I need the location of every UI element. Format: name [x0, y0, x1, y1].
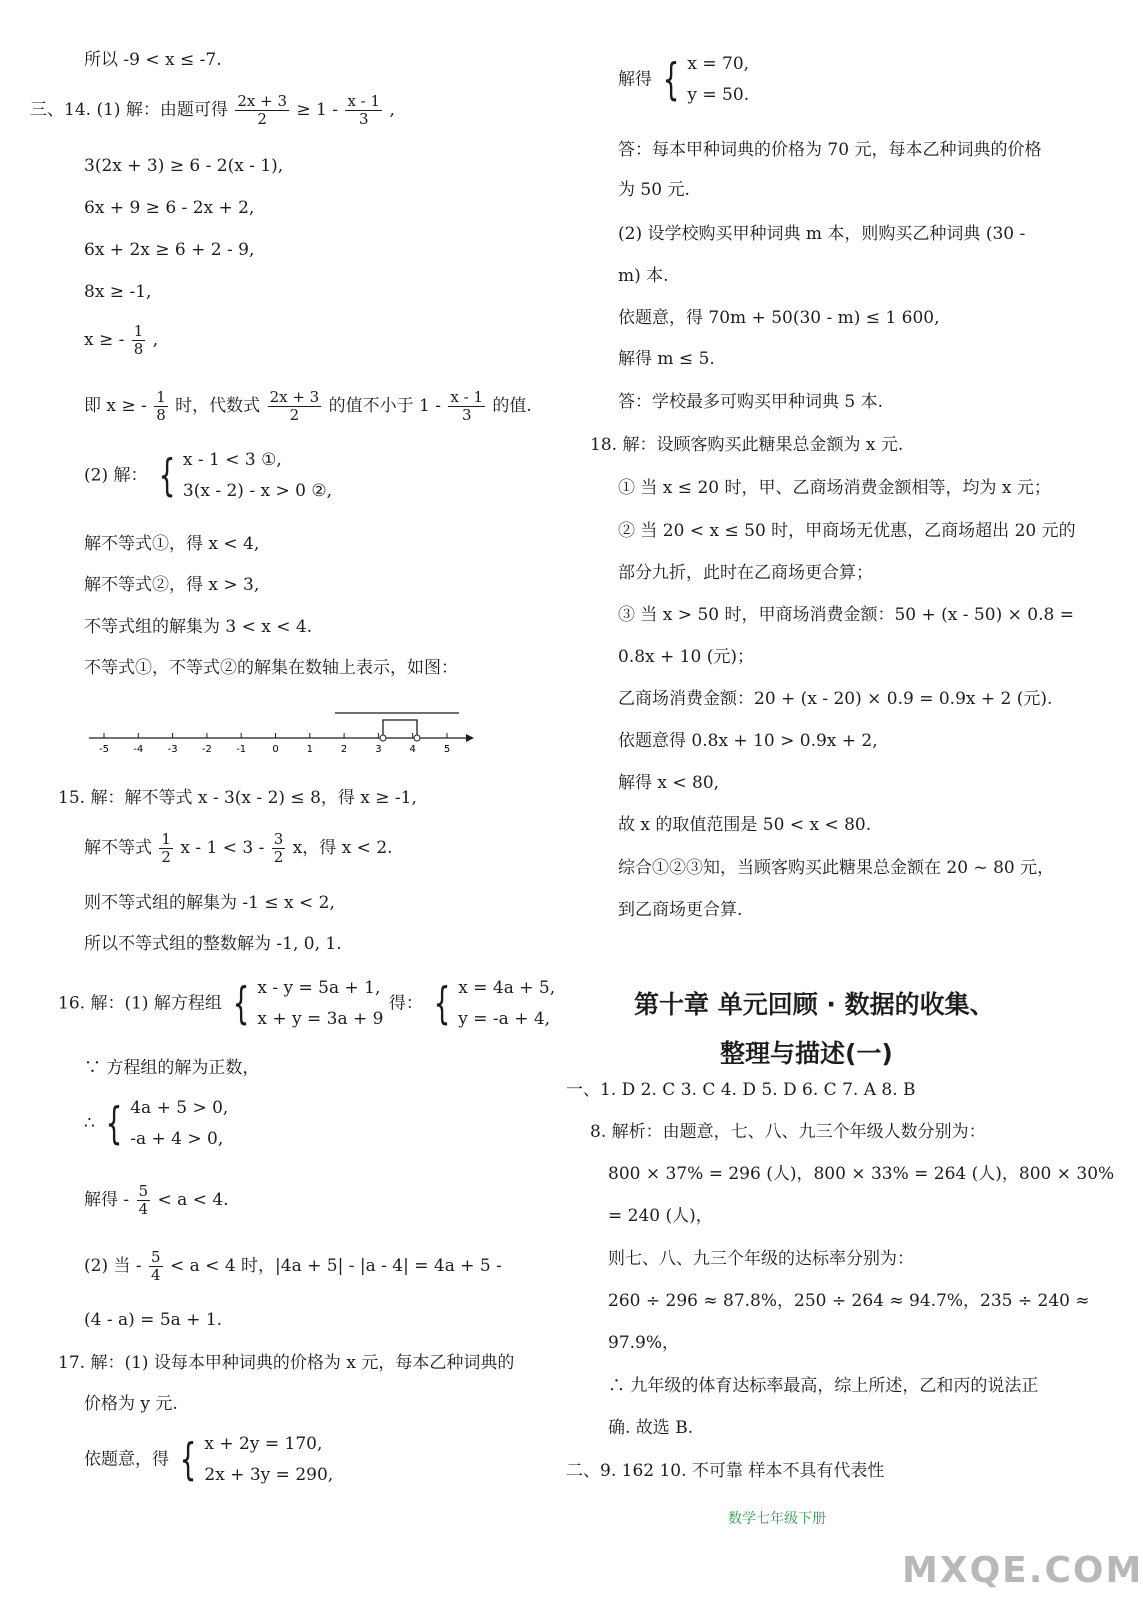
text-line: 答：学校最多可购买甲种词典 5 本.: [618, 392, 884, 412]
q14-line: 三、14. (1) 解：由题可得 $\frac{2x + 3}{2}$ ≥ 1 - $\frac{x - 1}{3}$ ,: [30, 92, 395, 128]
text-line: 解得 m ≤ 5.: [618, 349, 715, 369]
equation-system: 解得 { x = 70, y = 50.: [618, 54, 750, 105]
text-line: 依题意得 0.8x + 10 > 0.9x + 2,: [618, 731, 878, 751]
number-line-label: 3: [375, 744, 382, 755]
text-line: 97.9%，: [608, 1333, 680, 1353]
text-line: ② 当 20 < x ≤ 50 时，甲商场无优惠，乙商场超出 20 元的: [618, 521, 1076, 541]
text-line: 3(2x + 3) ≥ 6 - 2(x - 1),: [84, 156, 284, 176]
text-line: 依题意，得 70m + 50(30 - m) ≤ 1 600,: [618, 308, 940, 328]
text-line: ∵ 方程组的解为正数，: [84, 1058, 260, 1078]
text-line: ③ 当 x > 50 时，甲商场消费金额：50 + (x - 50) × 0.8 =: [618, 605, 1074, 625]
text-line: 解不等式 $\frac{1}{2}$ x - 1 < 3 - $\frac{3}{2}$ x，得 x < 2.: [84, 830, 393, 866]
text-line: 解得 x < 80,: [618, 773, 720, 793]
open-circle-icon: [380, 735, 386, 741]
text-line: 不等式①，不等式②的解集在数轴上表示，如图：: [84, 658, 458, 678]
number-line-label: 4: [409, 744, 416, 755]
text-line: 答：每本甲种词典的价格为 70 元，每本乙种词典的价格: [618, 140, 1042, 160]
text-line: 所以不等式组的整数解为 -1, 0, 1.: [84, 934, 342, 954]
arrow-icon: [466, 734, 474, 742]
inequality-system: (2) 解： { x - 1 < 3 ①, 3(x - 2) - x > 0 ②,: [84, 450, 332, 501]
text-line: 15. 解：解不等式 x - 3(x - 2) ≤ 8，得 x ≥ -1,: [58, 788, 417, 808]
number-line-label: -2: [201, 744, 212, 755]
number-line: [84, 700, 484, 760]
answer-line: 二、9. 162 10. 不可靠 样本不具有代表性: [566, 1461, 885, 1481]
number-line-label: 2: [340, 744, 348, 755]
text-line: 则七、八、九三个年级的达标率分别为：: [608, 1249, 914, 1269]
fraction: $\frac{x - 1}{3}$: [347, 92, 381, 128]
text-line: 6x + 2x ≥ 6 + 2 - 9,: [84, 240, 255, 260]
text-line: ∴ 九年级的体育达标率最高，综上所述，乙和丙的说法正: [608, 1376, 1039, 1396]
text-line: 0.8x + 10 (元)；: [618, 647, 754, 667]
text-line: ① 当 x ≤ 20 时，甲、乙商场消费金额相等，均为 x 元；: [618, 478, 1051, 498]
text-line: 到乙商场更合算.: [618, 900, 743, 920]
chapter-subheading: 整理与描述(一): [720, 1039, 893, 1068]
text-line: 价格为 y 元.: [84, 1394, 178, 1414]
page-footer: 数学七年级下册: [728, 1511, 826, 1527]
text-line: (2) 设学校购买甲种词典 m 本，则购买乙种词典 (30 -: [618, 224, 1026, 244]
number-line-label: -4: [133, 744, 144, 755]
text-line: m) 本.: [618, 266, 669, 286]
text-line: 则不等式组的解集为 -1 ≤ x < 2,: [84, 893, 335, 913]
text-line: 乙商场消费金额：20 + (x - 20) × 0.9 = 0.9x + 2 (元).: [618, 689, 1053, 709]
text-line: 8x ≥ -1,: [84, 282, 152, 302]
number-line-label: -5: [99, 744, 109, 755]
number-line-label: -1: [236, 744, 247, 755]
site-watermark: MXQE.COM: [902, 1550, 1143, 1591]
open-circle-icon: [414, 735, 420, 741]
text-line: (4 - a) = 5a + 1.: [84, 1310, 223, 1330]
text-line: 800 × 37% = 296 (人)，800 × 33% = 264 (人)，800 × 30%: [608, 1164, 1115, 1184]
text-line: 故 x 的取值范围是 50 < x < 80.: [618, 815, 872, 835]
inequality-system: ∴ { 4a + 5 > 0, -a + 4 > 0,: [84, 1098, 229, 1149]
text-line: 为 50 元.: [618, 180, 690, 200]
text-line: 17. 解：(1) 设每本甲种词典的价格为 x 元，每本乙种词典的: [58, 1353, 515, 1373]
chapter-heading: 第十章 单元回顾 · 数据的收集、: [634, 990, 995, 1019]
text-line: 部分九折，此时在乙商场更合算；: [618, 563, 873, 583]
text-line: 18. 解：设顾客购买此糖果总金额为 x 元.: [590, 435, 904, 455]
text-line: 解不等式②，得 x > 3,: [84, 575, 260, 595]
text-line: 所以 -9 < x ≤ -7.: [84, 50, 222, 70]
text-line: x ≥ - $\frac{1}{8}$ ,: [84, 322, 159, 358]
text-line: 6x + 9 ≥ 6 - 2x + 2,: [84, 198, 255, 218]
text-line: 即 x ≥ - $\frac{1}{8}$ 时，代数式 $\frac{2x + 3}{2}$ 的值不小于 1 - $\frac{x - 1}{3}$ 的值.: [84, 388, 532, 424]
text-line: 8. 解析：由题意，七、八、九三个年级人数分别为：: [590, 1122, 986, 1142]
number-line-label: -3: [167, 744, 178, 755]
number-line-label: 5: [443, 744, 451, 755]
text-line: 不等式组的解集为 3 < x < 4.: [84, 617, 313, 637]
text-line: (2) 当 - $\frac{5}{4}$ < a < 4 时，|4a + 5| - |a - 4| = 4a + 5 -: [84, 1248, 502, 1284]
equation-system: 依题意，得 { x + 2y = 170, 2x + 3y = 290,: [84, 1434, 334, 1485]
equation-system: 16. 解：(1) 解方程组 { x - y = 5a + 1, x + y = 3a + 9 得： { x = 4a + 5, y = -a + 4,: [58, 978, 556, 1029]
text-line: 260 ÷ 296 ≈ 87.8%，250 ÷ 264 ≈ 94.7%，235 ÷ 240 ≈: [608, 1291, 1090, 1311]
text-line: 综合①②③知，当顾客购买此糖果总金额在 20 ~ 80 元，: [618, 858, 1055, 878]
text-line: = 240 (人)，: [608, 1206, 713, 1226]
number-line-label: 0: [272, 744, 279, 755]
fraction: $\frac{2x + 3}{2}$: [237, 92, 287, 128]
number-line-label: 1: [306, 744, 313, 755]
answer-line: 一、1. D 2. C 3. C 4. D 5. D 6. C 7. A 8. B: [566, 1080, 916, 1100]
text-line: 确. 故选 B.: [608, 1418, 694, 1438]
text-line: 解得 - $\frac{5}{4}$ < a < 4.: [84, 1182, 229, 1218]
text-line: 解不等式①，得 x < 4,: [84, 534, 260, 554]
